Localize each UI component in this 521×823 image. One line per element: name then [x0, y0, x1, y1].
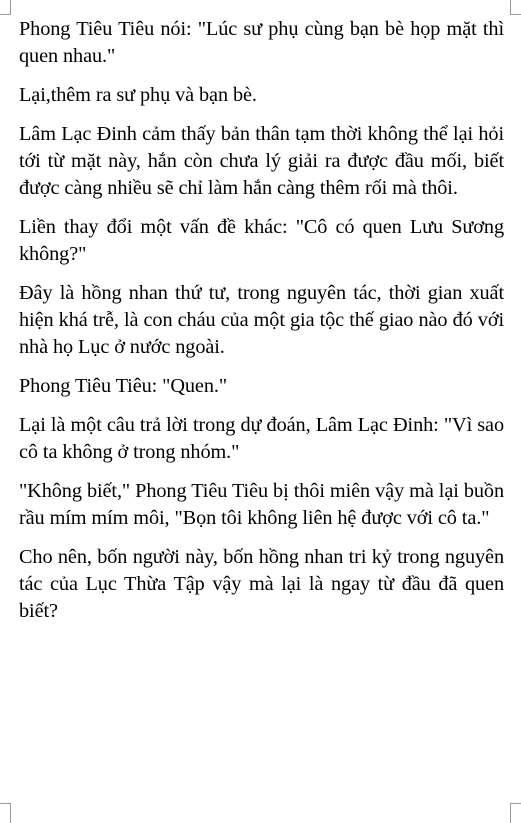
paragraph: Cho nên, bốn người này, bốn hồng nhan tri kỷ trong nguyên tác của Lục Thừa Tập vậy mà lại là ngay từ đầu đã quen biết? [19, 546, 504, 622]
crop-mark-top-left [0, 14, 11, 15]
crop-mark-bottom-left [0, 803, 11, 804]
paragraph: Phong Tiêu Tiêu: "Quen." [19, 375, 228, 397]
paragraph: Lâm Lạc Đinh cảm thấy bản thân tạm thời không thể lại hỏi tới từ mặt này, hắn còn chưa lý giải ra được đầu mối, biết được càng nhiều sẽ chỉ làm hắn càng thêm rối mà thôi. [19, 123, 504, 199]
crop-mark-bottom-right [510, 803, 511, 823]
crop-mark-top-right [510, 14, 521, 15]
paragraph: Lại là một câu trả lời trong dự đoán, Lâm Lạc Đinh: "Vì sao cô ta không ở trong nhóm." [19, 414, 504, 463]
paragraph: "Không biết," Phong Tiêu Tiêu bị thôi miên vậy mà lại buồn rầu mím mím môi, "Bọn tôi không liên hệ được với cô ta." [19, 480, 504, 529]
crop-mark-bottom-left [10, 803, 11, 823]
document-body [19, 16, 504, 637]
paragraph: Đây là hồng nhan thứ tư, trong nguyên tác, thời gian xuất hiện khá trễ, là con cháu của một gia tộc thế giao nào đó với nhà họ Lục ở nước ngoài. [19, 282, 504, 358]
crop-mark-top-right [510, 0, 511, 14]
crop-mark-top-left [10, 0, 11, 14]
paragraph: Liền thay đổi một vấn đề khác: "Cô có quen Lưu Sương không?" [19, 216, 504, 265]
paragraph: Phong Tiêu Tiêu nói: "Lúc sư phụ cùng bạn bè họp mặt thì quen nhau." [19, 18, 504, 67]
crop-mark-bottom-right [510, 803, 521, 804]
paragraph: Lại,thêm ra sư phụ và bạn bè. [19, 84, 257, 106]
